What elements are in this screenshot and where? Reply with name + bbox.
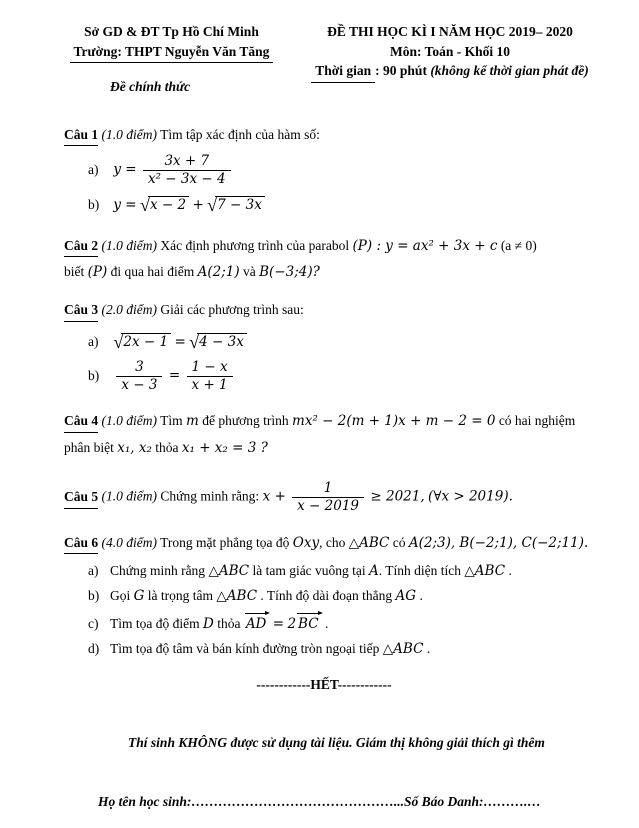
question-1-label: Câu 1 bbox=[64, 125, 98, 147]
vector-AD: AD bbox=[244, 611, 270, 635]
math-run: A(2;3), B(−2;1), C(−2;11). bbox=[408, 534, 589, 551]
student-name-line: Họ tên học sinh:………………………………………...Số Báo Danh:……….… bbox=[98, 794, 541, 810]
math-run: △ABC bbox=[382, 640, 424, 657]
exam-title-block bbox=[287, 22, 613, 83]
text-run: . bbox=[426, 640, 431, 656]
math-operator: + bbox=[192, 197, 204, 214]
square-root: √2x − 1 bbox=[113, 329, 171, 355]
question-2-label: Câu 2 bbox=[64, 236, 98, 258]
math-run: △ABC bbox=[348, 534, 390, 551]
math-run: A(2;1) bbox=[197, 264, 240, 281]
question-4-line2 bbox=[64, 438, 613, 459]
question-3-text: Giải các phương trình sau: bbox=[160, 302, 304, 317]
math-run: D bbox=[202, 616, 214, 633]
math-coefficient: 2 bbox=[287, 616, 297, 633]
square-root: √4 − 3x bbox=[189, 329, 247, 355]
question-3b bbox=[88, 359, 613, 394]
math-run: (∀x > 2019). bbox=[428, 489, 513, 506]
item-label: a) bbox=[88, 563, 99, 579]
radical-sign: √ bbox=[139, 195, 150, 216]
question-6-items bbox=[88, 561, 613, 659]
question-1-head bbox=[64, 125, 613, 147]
text-run: Gọi bbox=[110, 587, 131, 603]
text-run: phân biệt bbox=[64, 439, 114, 455]
fraction: $\frac{3}{x - 3}$ bbox=[116, 360, 162, 393]
math-run: △ABC bbox=[208, 563, 250, 580]
item-label: c) bbox=[88, 616, 99, 632]
text-run: biết bbox=[64, 264, 85, 280]
end-marker: ------------HẾT------------ bbox=[256, 677, 392, 693]
question-2-head bbox=[64, 236, 613, 258]
exam-duration bbox=[287, 61, 613, 83]
text-run: để phương trình bbox=[202, 413, 289, 429]
school-name-line bbox=[64, 42, 279, 64]
item-label: b) bbox=[88, 367, 100, 383]
exam-subject: Môn: Toán - Khối 10 bbox=[389, 43, 511, 59]
question-1-text: Tìm tập xác định của hàm số: bbox=[160, 126, 320, 142]
math-run: △ABC bbox=[216, 587, 258, 604]
question-1-points: (1.0 điểm) bbox=[101, 126, 157, 142]
time-note: (không kể thời gian phát đề) bbox=[430, 63, 589, 79]
exam-type-label: Đề chính thức bbox=[110, 79, 191, 95]
radical-sign: √ bbox=[207, 195, 218, 216]
math-run: A bbox=[369, 563, 379, 580]
question-6a bbox=[88, 561, 613, 582]
item-label: b) bbox=[88, 197, 100, 213]
text-run: . bbox=[324, 616, 329, 632]
text-run: Chứng minh rằng: bbox=[160, 489, 260, 505]
item-label: d) bbox=[88, 640, 100, 656]
text-run: có hai nghiệm bbox=[498, 413, 576, 429]
math-operator: = bbox=[168, 367, 181, 384]
math-run: B(−3;4)? bbox=[259, 264, 320, 281]
text-run: . bbox=[508, 563, 512, 579]
question-5-points: (1.0 điểm) bbox=[101, 489, 157, 505]
school-name: Trường: THPT Nguyễn Văn Tăng bbox=[70, 42, 274, 64]
question-3a bbox=[88, 329, 613, 355]
math-run: x₁, x₂ bbox=[117, 439, 152, 456]
math-lhs: y = bbox=[113, 197, 137, 214]
math-run: G bbox=[133, 587, 145, 604]
radical-sign: √ bbox=[113, 331, 124, 352]
question-5 bbox=[64, 480, 613, 515]
question-5-label: Câu 5 bbox=[64, 487, 98, 509]
item-label: a) bbox=[88, 333, 99, 349]
math-run: x₁ + x₂ = 3 ? bbox=[181, 439, 268, 456]
question-3-points: (2.0 điểm) bbox=[101, 302, 157, 317]
text-run: Xác định phương trình của parabol bbox=[160, 237, 350, 253]
time-value: : 90 phút bbox=[375, 63, 431, 79]
text-run: thỏa bbox=[217, 616, 241, 632]
radical-sign: √ bbox=[189, 331, 200, 352]
math-run: ≥ 2021, bbox=[370, 489, 425, 506]
school-info-block bbox=[64, 22, 279, 97]
text-run: có bbox=[392, 534, 406, 550]
question-1 bbox=[64, 125, 613, 219]
fraction: $\frac{1}{x - 2019}$ bbox=[292, 481, 364, 514]
exam-title: ĐỀ THI HỌC KÌ I NĂM HỌC 2019– 2020 bbox=[327, 24, 573, 39]
fraction: $\frac{3x + 7}{\text{x² − 3x − 4}}$ bbox=[143, 154, 231, 187]
text-run: là tam giác vuông tại bbox=[252, 563, 366, 579]
math-operator: = bbox=[174, 333, 186, 350]
question-6c bbox=[88, 614, 613, 635]
square-root: √7 − 3x bbox=[207, 192, 265, 218]
text-run: . bbox=[419, 587, 423, 603]
time-label: Thời gian bbox=[311, 61, 375, 83]
text-run: (a ≠ 0) bbox=[500, 237, 537, 253]
question-4 bbox=[64, 411, 613, 458]
question-6-points: (4.0 điểm) bbox=[101, 534, 157, 550]
department-name: Sở GD & ĐT Tp Hồ Chí Minh bbox=[84, 24, 259, 39]
question-4-label: Câu 4 bbox=[64, 411, 98, 433]
question-3 bbox=[64, 300, 613, 394]
text-run: đi qua hai điểm bbox=[110, 264, 195, 280]
question-4-head bbox=[64, 411, 613, 433]
question-1-items bbox=[88, 153, 613, 219]
question-6-label: Câu 6 bbox=[64, 533, 98, 555]
text-run: và bbox=[243, 264, 256, 280]
question-6d bbox=[88, 639, 613, 660]
vector-BC: BC bbox=[296, 611, 322, 635]
math-run: x + bbox=[262, 489, 286, 506]
question-3-label: Câu 3 bbox=[64, 300, 98, 322]
item-label: b) bbox=[88, 587, 100, 603]
text-run: là trọng tâm bbox=[147, 587, 214, 603]
question-6-head bbox=[64, 533, 613, 555]
text-run: thỏa bbox=[155, 439, 179, 455]
text-run: , cho bbox=[319, 534, 346, 550]
question-6 bbox=[64, 533, 613, 660]
text-run: Trong mặt phẳng tọa độ bbox=[160, 534, 290, 550]
text-run: . Tính độ dài đoạn thẳng bbox=[260, 587, 393, 603]
math-run: Oxy bbox=[292, 534, 320, 551]
question-2-line2 bbox=[64, 262, 613, 283]
question-2 bbox=[64, 236, 613, 283]
math-run: △ABC bbox=[464, 563, 506, 580]
math-run: (P) : y = ax² + 3x + c bbox=[352, 237, 498, 254]
exam-header bbox=[64, 22, 613, 97]
question-6b bbox=[88, 586, 613, 607]
math-run: (P) bbox=[87, 264, 108, 281]
question-3-head bbox=[64, 300, 613, 322]
math-run: m bbox=[186, 413, 199, 430]
math-run: mx² − 2(m + 1)x + m − 2 = 0 bbox=[292, 413, 496, 430]
question-1b bbox=[88, 192, 613, 218]
math-lhs: y = bbox=[113, 161, 137, 178]
text-run: Tìm tọa độ tâm và bán kính đường tròn ngoại tiếp bbox=[110, 640, 380, 656]
question-3-items bbox=[88, 329, 613, 395]
text-run: . Tính diện tích bbox=[378, 563, 462, 579]
text-run: Tìm tọa độ điểm bbox=[110, 616, 200, 632]
square-root: √x − 2 bbox=[140, 192, 189, 218]
exam-rules-note: Thí sinh KHÔNG được sử dụng tài liệu. Giám thị không giải thích gì thêm bbox=[128, 734, 545, 750]
item-label: a) bbox=[88, 161, 99, 177]
math-operator: = bbox=[272, 616, 285, 633]
question-1a bbox=[88, 153, 613, 188]
fraction: $\frac{1 - x}{x + 1}$ bbox=[187, 360, 233, 393]
question-4-points: (1.0 điểm) bbox=[101, 413, 157, 429]
text-run: Chứng minh rằng bbox=[110, 563, 206, 579]
math-run: AG bbox=[395, 587, 417, 604]
question-5-head bbox=[64, 480, 613, 515]
question-2-points: (1.0 điểm) bbox=[101, 237, 157, 253]
text-run: Tìm bbox=[160, 413, 183, 429]
